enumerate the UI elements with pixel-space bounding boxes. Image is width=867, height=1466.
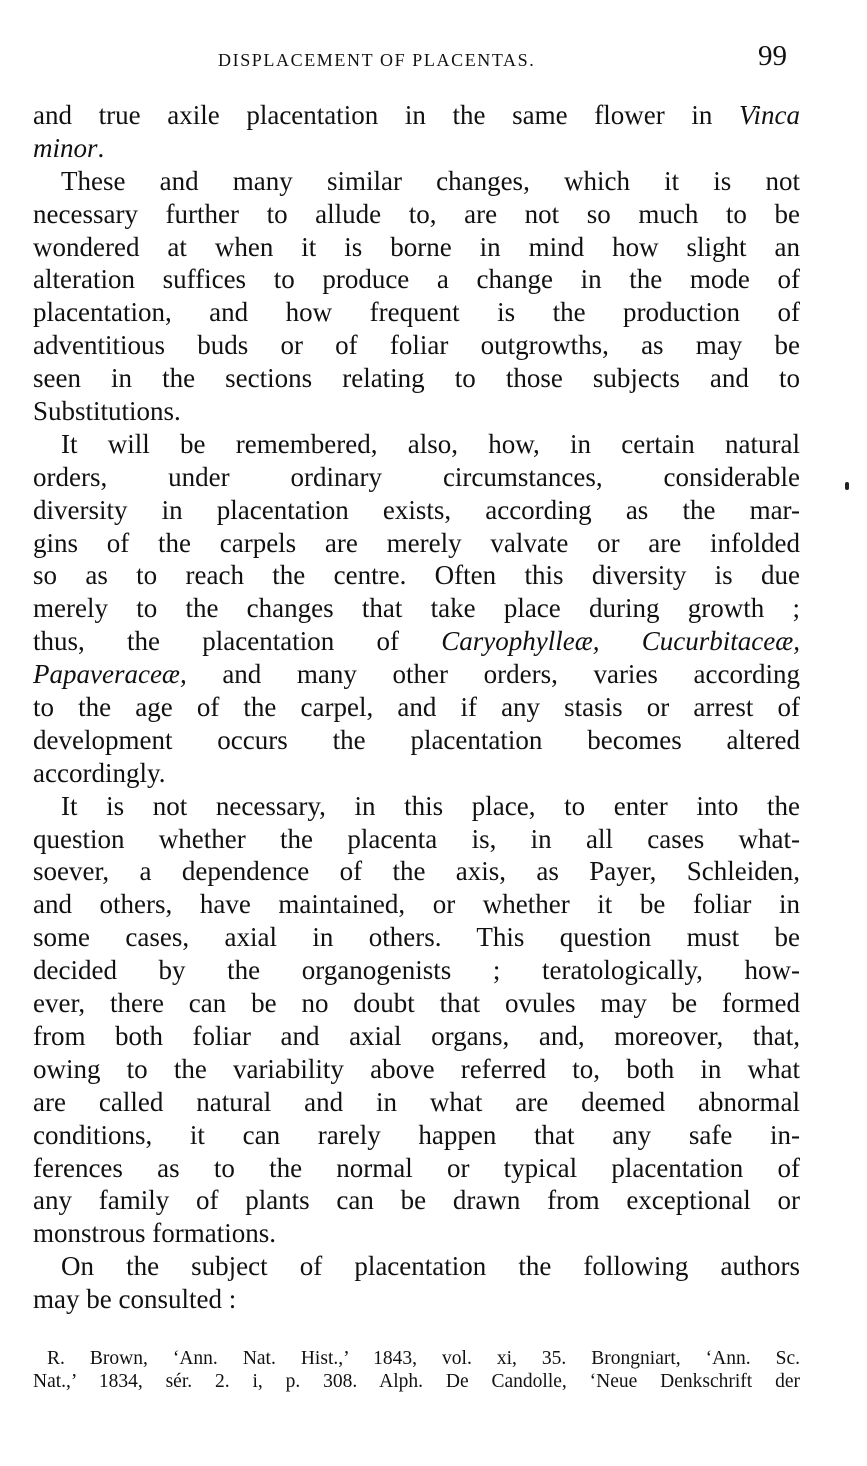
text-line: decided by the organogenists ; teratologically, how-	[33, 955, 800, 986]
text-line: thus, the placentation of Caryophylleæ, Cucurbitaceæ,	[33, 626, 800, 657]
paragraph-start-line: It is not necessary, in this place, to enter into the	[61, 790, 800, 821]
text-line: and true axile placentation in the same flower in Vinca	[33, 100, 800, 130]
text-line: ferences as to the normal or typical placentation of	[33, 1152, 800, 1183]
text-line: are called natural and in what are deemed abnormal	[33, 1086, 800, 1117]
text-line: diversity in placentation exists, according as the mar-	[33, 494, 800, 525]
footnote-line: Nat.,’ 1834, sér. 2. i, p. 308. Alph. De Candolle, ‘Neue Denkschrift der	[33, 1371, 800, 1392]
footnote-block	[33, 1347, 800, 1393]
text-line: adventitious buds or of foliar outgrowths, as may be	[33, 330, 800, 361]
text-line: any family of plants can be drawn from exceptional or	[33, 1185, 800, 1216]
text-line: seen in the sections relating to those subjects and to	[33, 363, 800, 394]
text-line: merely to the changes that take place during growth ;	[33, 593, 800, 624]
text-line: so as to reach the centre. Often this diversity is due	[33, 560, 800, 591]
text-line: to the age of the carpel, and if any stasis or arrest of	[33, 692, 800, 723]
footnote-line: R. Brown, ‘Ann. Nat. Hist.,’ 1843, vol. xi, 35. Brongniart, ‘Ann. Sc.	[47, 1348, 800, 1369]
running-title: DISPLACEMENT OF PLACENTAS.	[218, 50, 536, 70]
text-line: from both foliar and axial organs, and, moreover, that,	[33, 1020, 800, 1051]
paragraph-start-line: These and many similar changes, which it is not	[61, 165, 800, 196]
text-line: Papaveraceæ, and many other orders, varies according	[33, 659, 800, 690]
text-line: owing to the variability above referred to, both in what	[33, 1053, 800, 1084]
text-line: gins of the carpels are merely valvate or are infolded	[33, 527, 800, 558]
page-number: 99	[758, 40, 787, 72]
text-line: and others, have maintained, or whether it be foliar in	[33, 889, 800, 920]
text-line: alteration suffices to produce a change in the mode of	[33, 264, 800, 295]
text-line: wondered at when it is borne in mind how slight an	[33, 231, 800, 262]
text-line: minor.	[33, 132, 105, 163]
text-line: development occurs the placentation becomes altered	[33, 724, 800, 755]
text-line: conditions, it can rarely happen that any safe in-	[33, 1119, 800, 1150]
text-line: orders, under ordinary circumstances, considerable	[33, 461, 800, 492]
text-line: accordingly.	[33, 757, 166, 788]
stray-ink-mark	[845, 482, 849, 490]
text-line: may be consulted :	[33, 1284, 237, 1315]
text-line: Substitutions.	[33, 396, 181, 427]
text-line: question whether the placenta is, in all cases what-	[33, 823, 800, 854]
body-text	[33, 99, 800, 1316]
paragraph-start-line: On the subject of placentation the following authors	[61, 1251, 800, 1282]
text-line: placentation, and how frequent is the production of	[33, 297, 800, 328]
running-head	[0, 40, 867, 80]
text-line: necessary further to allude to, are not so much to be	[33, 198, 800, 229]
text-line: some cases, axial in others. This question must be	[33, 922, 800, 953]
paragraph-start-line: It will be remembered, also, how, in certain natural	[61, 428, 800, 459]
text-line: monstrous formations.	[33, 1218, 276, 1249]
text-line: soever, a dependence of the axis, as Payer, Schleiden,	[33, 856, 800, 887]
text-line: ever, there can be no doubt that ovules may be formed	[33, 988, 800, 1019]
